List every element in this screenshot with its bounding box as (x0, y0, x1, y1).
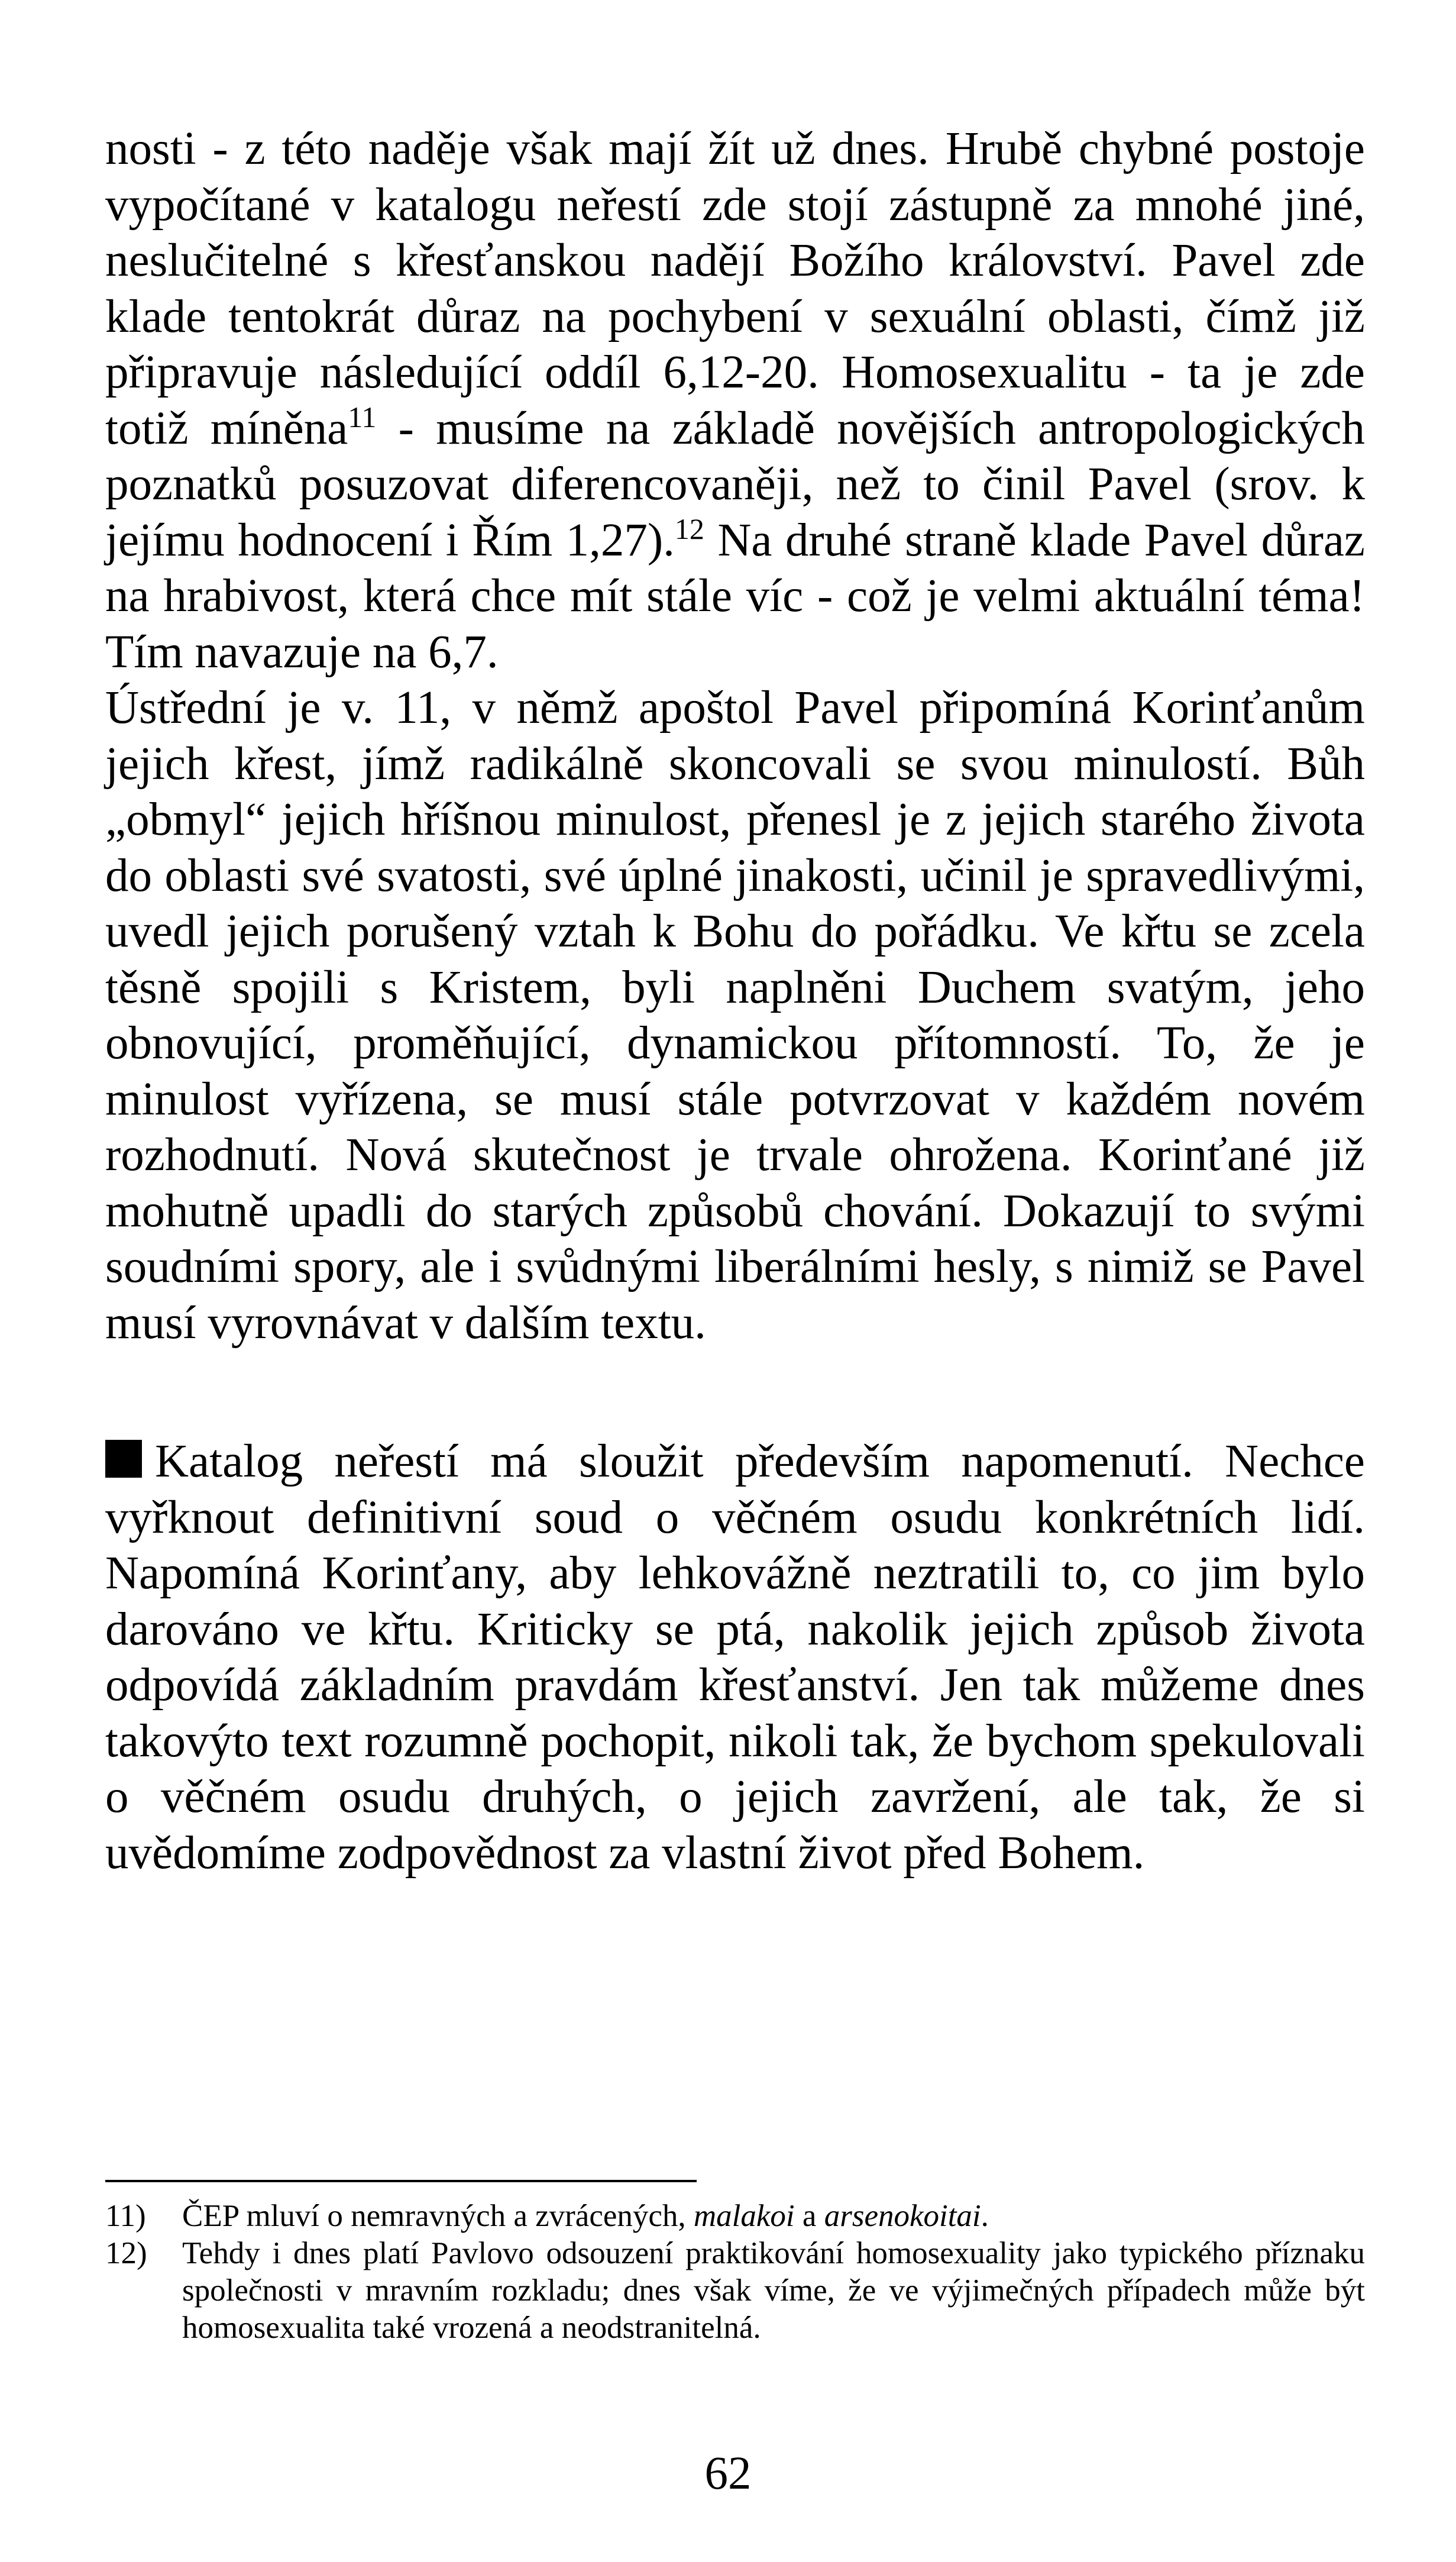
footnote-number: 12) (105, 2236, 147, 2270)
paragraph-continuation (105, 121, 1365, 680)
footnotes (105, 2180, 1365, 2347)
footnote-text (182, 2198, 1365, 2235)
black-square-icon (105, 1440, 142, 1478)
footnote-text-part: ČEP mluví o nemravných a zvrácených, (182, 2199, 694, 2233)
footnote-ref-11[interactable]: 11 (348, 400, 377, 434)
footnote-text: Tehdy i dnes platí Pavlovo odsouzení praktikování homosexuality jako typického příznaku společnosti v mravním rozkladu; dnes však víme, že ve výjimečných případech může být homosexualita také vrozená a neodstranitelná. (182, 2236, 1365, 2345)
paragraph-text: Na druhé straně klade Pavel důraz na hrabivost, která chce mít stále víc - což je velmi aktuální téma! Tím navazuje na 6,7. (105, 514, 1365, 678)
footnote-ref-12[interactable]: 12 (674, 512, 704, 545)
footnote-term: arsenokoitai (824, 2199, 981, 2233)
footnote-11 (105, 2198, 1365, 2235)
footnote-number: 11) (105, 2199, 146, 2233)
paragraph-text: Katalog neřestí má sloužit především napomenutí. Nechce vyřknout definitivní soud o věčném osudu konkrétních lidí. Napomíná Korinťany, aby lehkovážně neztratili to, co jim bylo darováno ve křtu. Kriticky se ptá, nakolik jejich způsob života odpovídá základním pravdám křesťanství. Jen tak můžeme dnes takovýto text rozumně pochopit, nikoli tak, že bychom spekulovali o věčném osudu druhých, o jejich zavržení, ale tak, že si uvědomíme zodpovědnost za vlastní život před Bohem. (105, 1436, 1365, 1879)
page-body (105, 121, 1365, 1881)
paragraph-text: nosti - z této naděje však mají žít už dnes. Hrubě chybné postoje vypočítané v katalogu neřestí zde stojí zástupně za mnohé jiné, neslučitelné s křesťanskou nadějí Božího království. Pavel zde klade tentokrát důraz na pochybení v sexuální oblasti, čímž již připravuje následující oddíl 6,12-20. Homosexualitu - ta je zde totiž míněna (105, 123, 1365, 454)
paragraph-text: - musíme na základě novějších antropologických poznatků posuzovat diferencovaněji, než to činil Pavel (srov. k jejímu hodnocení i Řím 1,27). (105, 402, 1365, 566)
footnote-text-part: . (981, 2199, 989, 2233)
section-gap (105, 1351, 1365, 1434)
footnote-term: malakoi (693, 2199, 795, 2233)
footnote-divider (105, 2180, 697, 2182)
paragraph-summary (105, 1434, 1365, 1881)
page-number: 62 (704, 2448, 752, 2499)
footnote-text-part: a (794, 2199, 824, 2233)
paragraph-central: Ústřední je v. 11, v němž apoštol Pavel připomíná Korinťanům jejich křest, jímž radikálně skoncovali se svou minulostí. Bůh „obmyl“ jejich hříšnou minulost, přenesl je z jejich starého života do oblasti své svatosti, své úplné jinakosti, učinil je spravedlivými, uvedl jejich porušený vztah k Bohu do pořádku. Ve křtu se zcela těsně spojili s Kristem, byli naplněni Duchem svatým, jeho obnovující, proměňující, dynamickou přítomností. To, že je minulost vyřízena, se musí stále potvrzovat v každém novém rozhodnutí. Nová skutečnost je trvale ohrožena. Korinťané již mohutně upadli do starých způsobů chování. Dokazují to svými soudními spory, ale i svůdnými liberálními hesly, s nimiž se Pavel musí vyrovnávat v dalším textu. (105, 682, 1365, 1349)
footnote-12 (105, 2235, 1365, 2347)
